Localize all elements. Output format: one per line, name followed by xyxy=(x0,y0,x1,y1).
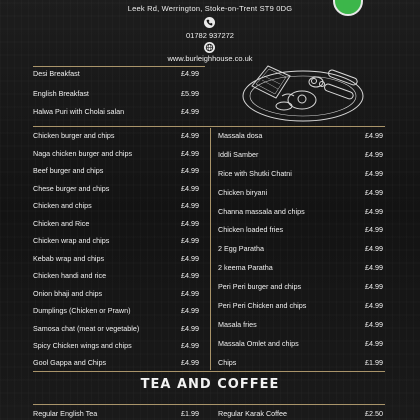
item-name: Chicken wrap and chips xyxy=(33,236,110,245)
item-name: Massala dosa xyxy=(218,131,263,140)
web-icon xyxy=(204,42,215,53)
item-name: Gool Gappa and Chips xyxy=(33,358,107,367)
list-item xyxy=(218,206,388,218)
section-divider xyxy=(33,404,385,405)
item-name: Kebab wrap and chips xyxy=(33,253,105,263)
item-price: £4.99 xyxy=(365,131,383,140)
item-price: £4.99 xyxy=(181,201,199,210)
item-price: £4.99 xyxy=(181,131,199,140)
item-price: £4.99 xyxy=(365,339,383,348)
item-name: English Breakfast xyxy=(33,89,89,98)
item-price: £4.99 xyxy=(181,183,199,193)
column-divider xyxy=(210,128,211,370)
list-item xyxy=(218,168,388,180)
item-price: £4.99 xyxy=(181,323,199,333)
item-name: Desi Breakfast xyxy=(33,69,80,78)
phone-number: 01782 937272 xyxy=(186,31,234,40)
list-item xyxy=(33,323,203,335)
item-price: £4.99 xyxy=(181,107,199,116)
item-price: £4.99 xyxy=(365,169,383,178)
item-price: £4.99 xyxy=(181,69,199,78)
item-name: Masala fries xyxy=(218,320,257,329)
section-divider xyxy=(33,126,385,127)
list-item xyxy=(33,253,203,265)
list-item xyxy=(33,270,203,282)
item-name: Rice with Shutki Chatni xyxy=(218,169,292,178)
phone-icon xyxy=(204,17,215,28)
section-divider xyxy=(33,371,385,372)
list-item xyxy=(218,319,388,331)
item-price: £4.99 xyxy=(181,166,199,175)
menu-header xyxy=(0,0,420,62)
item-price: £4.99 xyxy=(365,207,383,216)
header-divider xyxy=(33,66,205,67)
item-price: £4.99 xyxy=(365,320,383,329)
item-name: Chicken and chips xyxy=(33,201,92,210)
list-item xyxy=(218,224,388,236)
list-item xyxy=(218,281,388,293)
item-price: £4.99 xyxy=(365,188,383,197)
breakfast-illustration xyxy=(238,62,368,128)
item-name: Chicken loaded fries xyxy=(218,225,284,234)
item-name: Halwa Puri with Cholai salan xyxy=(33,107,125,116)
item-name: 2 keema Paratha xyxy=(218,263,273,272)
list-item xyxy=(33,218,203,230)
list-item xyxy=(218,408,388,420)
item-name: Peri Peri burger and chips xyxy=(218,282,302,291)
item-price: £4.99 xyxy=(365,150,383,159)
list-item xyxy=(33,183,203,195)
item-price: £1.99 xyxy=(365,358,383,367)
item-name: 2 Egg Paratha xyxy=(218,244,264,253)
list-item xyxy=(218,130,388,142)
item-name: Peri Peri Chicken and chips xyxy=(218,301,307,310)
list-item xyxy=(33,148,203,160)
item-price: £4.99 xyxy=(181,288,199,298)
item-name: Chicken handi and rice xyxy=(33,271,107,280)
item-name: Chese burger and chips xyxy=(33,183,110,193)
list-item xyxy=(218,262,388,274)
item-name: Onion bhaji and chips xyxy=(33,288,103,298)
item-price: £4.99 xyxy=(181,148,199,158)
list-item xyxy=(33,200,203,212)
item-name: Beef burger and chips xyxy=(33,166,104,175)
item-name: Chicken biryani xyxy=(218,188,268,197)
website[interactable]: www.burleighhouse.co.uk xyxy=(167,54,253,63)
item-name: Naga chicken burger and chips xyxy=(33,148,133,158)
list-item xyxy=(33,68,203,80)
item-name: Spicy Chicken wings and chips xyxy=(33,341,132,350)
item-price: £4.99 xyxy=(181,341,199,350)
list-item xyxy=(218,338,388,350)
list-item xyxy=(218,243,388,255)
list-item xyxy=(33,88,203,100)
item-price: £4.99 xyxy=(181,306,199,315)
item-price: £4.99 xyxy=(365,282,383,291)
item-name: Chicken burger and chips xyxy=(33,131,115,140)
item-name: Chips xyxy=(218,358,237,367)
item-name: Regular Karak Coffee xyxy=(218,409,287,418)
item-price: £2.50 xyxy=(365,409,383,418)
list-item xyxy=(33,106,203,118)
item-price: £4.99 xyxy=(365,225,383,234)
address: Leek Rd, Werrington, Stoke-on-Trent ST9 0DG xyxy=(127,4,293,13)
item-price: £4.99 xyxy=(181,358,199,367)
item-price: £4.99 xyxy=(181,218,199,228)
list-item xyxy=(33,340,203,352)
item-price: £4.99 xyxy=(365,301,383,310)
list-item xyxy=(33,288,203,300)
section-title: TEA AND COFFEE xyxy=(140,377,280,392)
item-name: Iddli Samber xyxy=(218,150,259,159)
item-name: Samosa chat (meat or vegetable) xyxy=(33,323,140,333)
list-item xyxy=(218,357,388,369)
item-price: £5.99 xyxy=(181,89,199,98)
item-name: Chicken and Rice xyxy=(33,218,90,228)
item-name: Regular English Tea xyxy=(33,409,98,418)
item-price: £4.99 xyxy=(181,271,199,280)
item-price: £4.99 xyxy=(365,244,383,253)
list-item xyxy=(33,357,203,369)
list-item xyxy=(33,165,203,177)
item-name: Channa massala and chips xyxy=(218,207,305,216)
item-name: Dumplings (Chicken or Prawn) xyxy=(33,306,131,315)
item-name: Massala Omlet and chips xyxy=(218,339,299,348)
list-item xyxy=(33,235,203,247)
list-item xyxy=(218,187,388,199)
list-item xyxy=(33,305,203,317)
item-price: £4.99 xyxy=(181,253,199,263)
item-price: £1.99 xyxy=(181,409,199,418)
list-item xyxy=(218,149,388,161)
list-item xyxy=(218,300,388,312)
item-price: £4.99 xyxy=(365,263,383,272)
list-item xyxy=(33,130,203,142)
list-item xyxy=(33,408,203,420)
item-price: £4.99 xyxy=(181,236,199,245)
